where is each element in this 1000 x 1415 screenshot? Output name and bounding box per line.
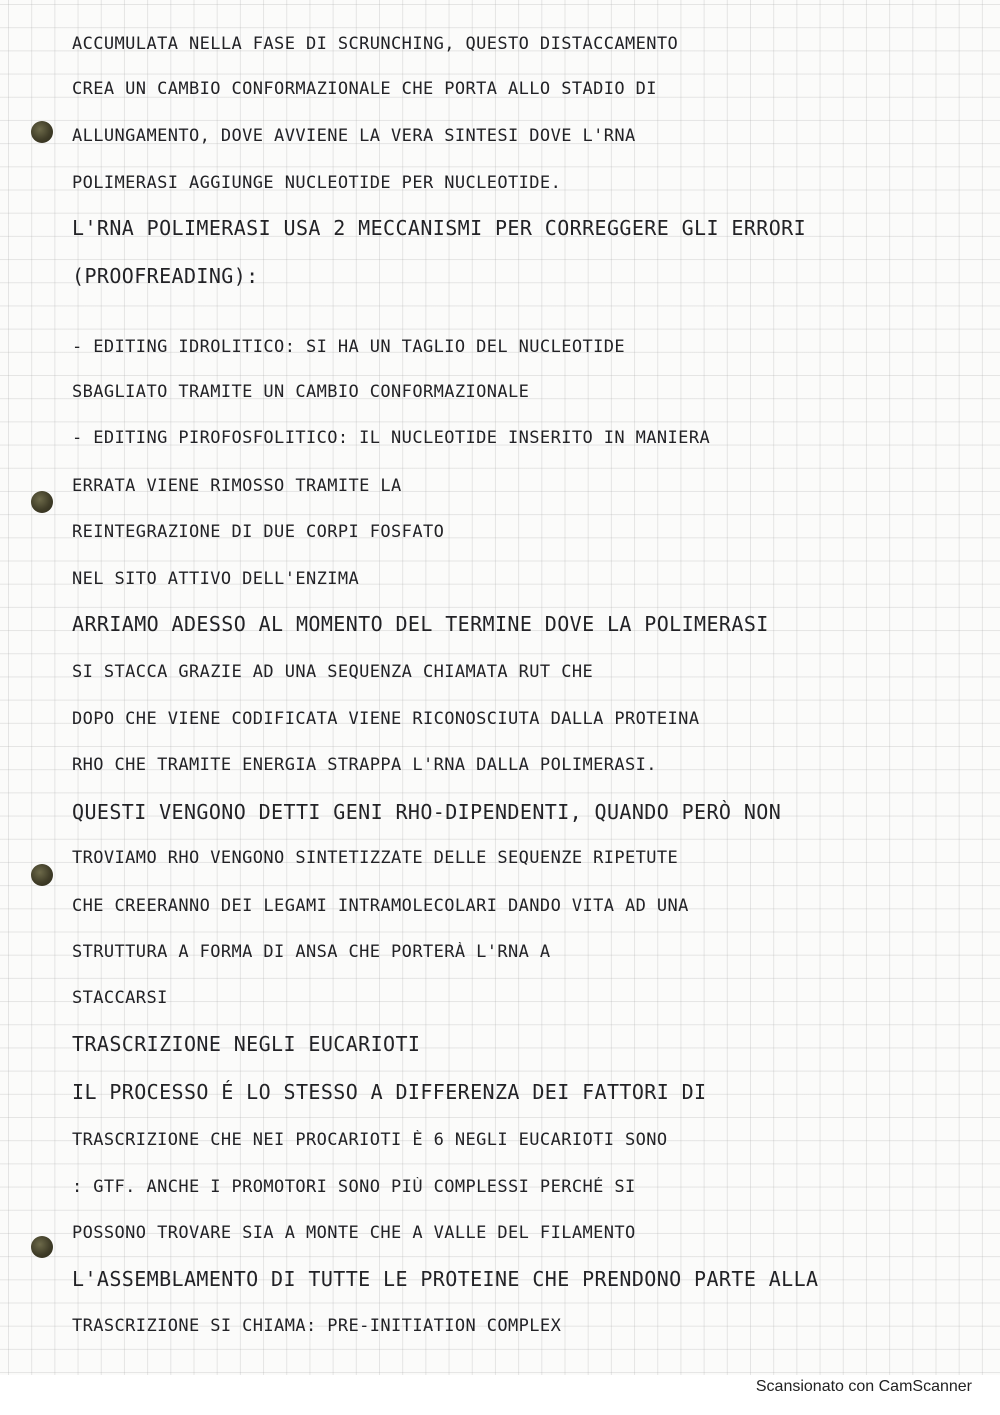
section-heading: TRASCRIZIONE NEGLI EUCARIOTI (72, 1032, 421, 1056)
text-line: ALLUNGAMENTO, DOVE AVVIENE LA VERA SINTESI DOVE L'RNA (72, 126, 636, 146)
text-line: IL PROCESSO É LO STESSO A DIFFERENZA DEI FATTORI DI (72, 1080, 707, 1104)
text-line: DOPO CHE VIENE CODIFICATA VIENE RICONOSCIUTA DALLA PROTEINA (72, 709, 700, 729)
text-line: - EDITING PIROFOSFOLITICO: IL NUCLEOTIDE INSERITO IN MANIERA (72, 428, 711, 448)
text-line: TRASCRIZIONE SI CHIAMA: PRE-INITIATION COMPLEX (72, 1316, 562, 1336)
text-line: QUESTI VENGONO DETTI GENI RHO-DIPENDENTI, QUANDO PERÒ NON (72, 800, 782, 824)
text-line: TROVIAMO RHO VENGONO SINTETIZZATE DELLE SEQUENZE RIPETUTE (72, 848, 679, 868)
text-line: STACCARSI (72, 988, 168, 1008)
text-line: L'RNA POLIMERASI USA 2 MECCANISMI PER CORREGGERE GLI ERRORI (72, 216, 807, 240)
text-line: ERRATA VIENE RIMOSSO TRAMITE LA (72, 476, 402, 496)
scanner-watermark: Scansionato con CamScanner (755, 1378, 972, 1395)
text-line: REINTEGRAZIONE DI DUE CORPI FOSFATO (72, 522, 445, 542)
text-line: SBAGLIATO TRAMITE UN CAMBIO CONFORMAZIONALE (72, 382, 530, 402)
binder-hole (31, 121, 53, 143)
text-line: CREA UN CAMBIO CONFORMAZIONALE CHE PORTA ALLO STADIO DI (72, 79, 657, 99)
text-line: SI STACCA GRAZIE AD UNA SEQUENZA CHIAMATA RUT CHE (72, 662, 594, 682)
text-line: : GTF. ANCHE I PROMOTORI SONO PIÙ COMPLESSI PERCHÉ SI (72, 1177, 636, 1197)
text-line: NEL SITO ATTIVO DELL'ENZIMA (72, 569, 360, 589)
text-line: ARRIAMO ADESSO AL MOMENTO DEL TERMINE DOVE LA POLIMERASI (72, 612, 769, 636)
binder-hole (31, 491, 53, 513)
text-line: TRASCRIZIONE CHE NEI PROCARIOTI È 6 NEGLI EUCARIOTI SONO (72, 1130, 668, 1150)
text-line: STRUTTURA A FORMA DI ANSA CHE PORTERÀ L'RNA A (72, 942, 551, 962)
binder-hole (31, 864, 53, 886)
text-line: - EDITING IDROLITICO: SI HA UN TAGLIO DEL NUCLEOTIDE (72, 337, 626, 357)
text-line: POSSONO TROVARE SIA A MONTE CHE A VALLE DEL FILAMENTO (72, 1223, 636, 1243)
text-line: (PROOFREADING): (72, 264, 259, 288)
text-line: RHO CHE TRAMITE ENERGIA STRAPPA L'RNA DALLA POLIMERASI. (72, 755, 657, 775)
text-line: POLIMERASI AGGIUNGE NUCLEOTIDE PER NUCLEOTIDE. (72, 173, 562, 193)
binder-hole (31, 1236, 53, 1258)
text-line: L'ASSEMBLAMENTO DI TUTTE LE PROTEINE CHE PRENDONO PARTE ALLA (72, 1267, 819, 1291)
text-line: ACCUMULATA NELLA FASE DI SCRUNCHING, QUESTO DISTACCAMENTO (72, 34, 679, 54)
text-line: CHE CREERANNO DEI LEGAMI INTRAMOLECOLARI DANDO VITA AD UNA (72, 896, 689, 916)
